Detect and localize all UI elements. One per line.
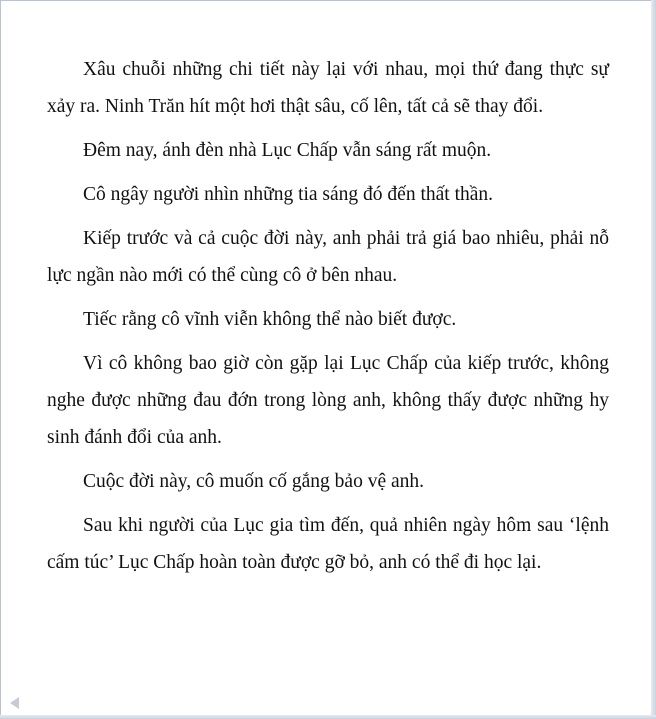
- page-bottom-shadow: [0, 715, 656, 719]
- page-right-shadow: [651, 0, 656, 719]
- paragraph: Xâu chuỗi những chi tiết này lại với nhau, mọi thứ đang thực sự xảy ra. Ninh Trăn hít một hơi thật sâu, cố lên, tất cả sẽ thay đổi.: [47, 59, 609, 117]
- paragraph: Tiếc rằng cô vĩnh viễn không thể nào biết được.: [83, 309, 457, 330]
- paragraph: Vì cô không bao giờ còn gặp lại Lục Chấp của kiếp trước, không nghe được những đau đớn trong lòng anh, không thấy được những hy sinh đánh đổi của anh.: [47, 353, 609, 448]
- paragraph: Đêm nay, ánh đèn nhà Lục Chấp vẫn sáng rất muộn.: [83, 140, 492, 161]
- paragraph: Cô ngây người nhìn những tia sáng đó đến thất thần.: [83, 184, 494, 205]
- document-body: [47, 51, 609, 588]
- scroll-left-icon[interactable]: [10, 697, 19, 709]
- paragraph: Cuộc đời này, cô muốn cố gắng bảo vệ anh.: [83, 471, 425, 492]
- paragraph: Sau khi người của Lục gia tìm đến, quả nhiên ngày hôm sau ‘lệnh cấm túc’ Lục Chấp hoàn toàn được gỡ bỏ, anh có thể đi học lại.: [47, 515, 609, 573]
- paragraph: Kiếp trước và cả cuộc đời này, anh phải trả giá bao nhiêu, phải nỗ lực ngần nào mới có thể cùng cô ở bên nhau.: [47, 228, 609, 286]
